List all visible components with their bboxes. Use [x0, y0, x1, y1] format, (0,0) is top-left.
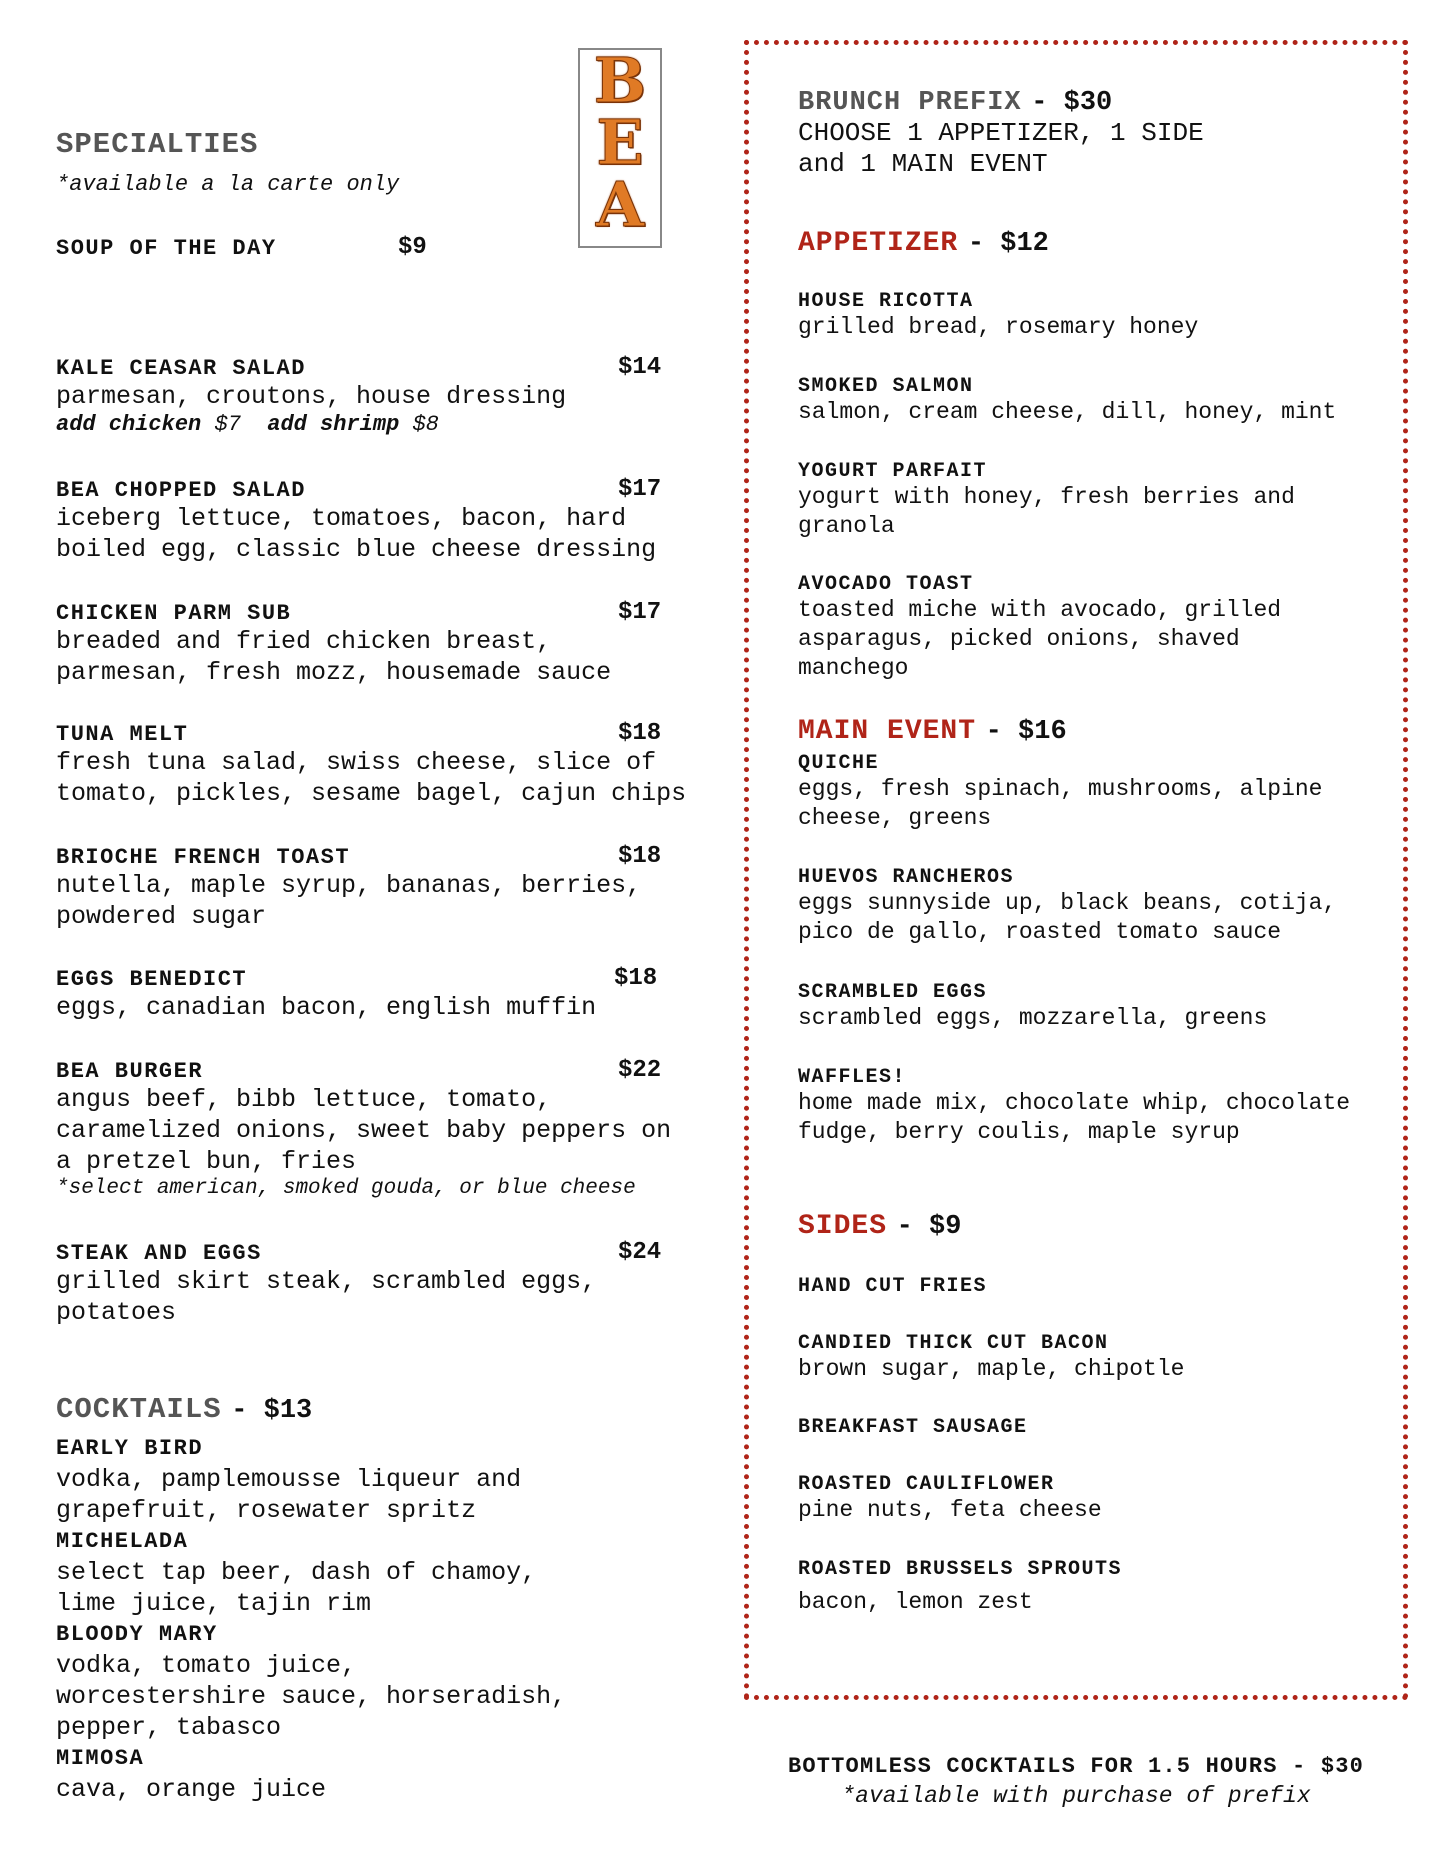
- item-name: CHICKEN PARM SUB: [56, 601, 292, 626]
- cocktail-desc: vodka, pamplemousse liqueur and: [56, 1465, 522, 1494]
- main-event-heading: [798, 716, 1398, 747]
- side-breakfast-sausage: [798, 1416, 1398, 1439]
- item-name: BEA BURGER: [56, 1059, 204, 1084]
- item-name: AVOCADO TOAST: [798, 573, 974, 596]
- item-name: QUICHE: [798, 752, 880, 775]
- appetizer-yogurt-parfait: [798, 460, 1398, 541]
- main-waffles: [798, 1066, 1398, 1147]
- bottomless-note: *available with purchase of prefix: [841, 1783, 1311, 1809]
- item-name: KALE CEASAR SALAD: [56, 356, 306, 381]
- item-name: ROASTED BRUSSELS SPROUTS: [798, 1558, 1123, 1581]
- item-price: $22: [618, 1057, 662, 1084]
- item-name: EGGS BENEDICT: [56, 967, 248, 992]
- menu-item-bea-burger: [56, 1059, 726, 1200]
- main-event-price: - $16: [985, 717, 1067, 747]
- item-desc: potatoes: [56, 1298, 177, 1327]
- item-price: $18: [614, 965, 658, 992]
- item-desc: eggs, fresh spinach, mushrooms, alpine: [798, 776, 1323, 802]
- item-desc: brown sugar, maple, chipotle: [798, 1356, 1185, 1382]
- item-desc: asparagus, picked onions, shaved: [798, 626, 1240, 652]
- item-price: $17: [618, 476, 662, 503]
- cocktail-desc: lime juice, tajin rim: [56, 1589, 372, 1618]
- item-desc: eggs sunnyside up, black beans, cotija,: [798, 890, 1337, 916]
- main-quiche: [798, 752, 1398, 833]
- item-name: CANDIED THICK CUT BACON: [798, 1332, 1109, 1355]
- item-desc: bacon, lemon zest: [798, 1589, 1033, 1615]
- item-name: SOUP OF THE DAY: [56, 236, 277, 261]
- item-price: $14: [618, 354, 662, 381]
- item-desc: tomato, pickles, sesame bagel, cajun chips: [56, 779, 687, 808]
- item-name: STEAK AND EGGS: [56, 1241, 262, 1266]
- item-desc: cheese, greens: [798, 805, 992, 831]
- cocktail-name: MIMOSA: [56, 1746, 145, 1771]
- appetizer-heading: [798, 228, 1398, 259]
- appetizer-price: - $12: [967, 229, 1049, 259]
- item-desc: parmesan, croutons, house dressing: [56, 382, 567, 411]
- sides-price: - $9: [896, 1212, 962, 1242]
- appetizer-avocado-toast: [798, 573, 1398, 683]
- menu-item-steak-eggs: [56, 1241, 726, 1328]
- item-note: *select american, smoked gouda, or blue cheese: [56, 1177, 636, 1200]
- main-huevos-rancheros: [798, 866, 1398, 947]
- item-desc: home made mix, chocolate whip, chocolate: [798, 1090, 1351, 1116]
- menu-item-chicken-parm: [56, 601, 726, 688]
- cocktail-desc: vodka, tomato juice,: [56, 1651, 357, 1680]
- side-candied-bacon: [798, 1332, 1398, 1384]
- menu-item-soup: [56, 236, 726, 261]
- cocktails-heading: [56, 1393, 312, 1426]
- item-desc: granola: [798, 513, 895, 539]
- item-desc: angus beef, bibb lettuce, tomato,: [56, 1085, 552, 1114]
- prefix-title: BRUNCH PREFIX: [798, 88, 1022, 118]
- menu-item-tuna-melt: [56, 722, 726, 809]
- item-desc: a pretzel bun, fries: [56, 1147, 357, 1176]
- item-desc: parmesan, fresh mozz, housemade sauce: [56, 658, 612, 687]
- item-desc: nutella, maple syrup, bananas, berries,: [56, 871, 642, 900]
- item-name: ROASTED CAULIFLOWER: [798, 1473, 1055, 1496]
- main-scrambled-eggs: [798, 981, 1398, 1033]
- item-desc: powdered sugar: [56, 902, 267, 931]
- item-name: HOUSE RICOTTA: [798, 290, 974, 313]
- item-name: HAND CUT FRIES: [798, 1275, 988, 1298]
- main-event-title: MAIN EVENT: [798, 716, 977, 747]
- cocktail-desc: worcestershire sauce, horseradish,: [56, 1682, 567, 1711]
- cocktail-name: BLOODY MARY: [56, 1622, 218, 1647]
- item-desc: manchego: [798, 655, 909, 681]
- item-desc: iceberg lettuce, tomatoes, bacon, hard: [56, 504, 627, 533]
- item-name: BRIOCHE FRENCH TOAST: [56, 845, 351, 870]
- item-desc: boiled egg, classic blue cheese dressing: [56, 535, 657, 564]
- item-price: $17: [618, 599, 662, 626]
- item-desc: pine nuts, feta cheese: [798, 1497, 1102, 1523]
- cocktail-desc: cava, orange juice: [56, 1775, 327, 1804]
- item-name: WAFFLES!: [798, 1066, 907, 1089]
- item-desc: pico de gallo, roasted tomato sauce: [798, 919, 1282, 945]
- item-name: SCRAMBLED EGGS: [798, 981, 988, 1004]
- logo-letter-a: A: [595, 168, 645, 241]
- logo-letter-b: B: [593, 44, 647, 117]
- specialties-note: *available a la carte only: [56, 172, 400, 197]
- item-name: YOGURT PARFAIT: [798, 460, 988, 483]
- logo-letter-e: E: [596, 106, 644, 179]
- item-desc: scrambled eggs, mozzarella, greens: [798, 1005, 1268, 1031]
- cocktail-name: MICHELADA: [56, 1529, 189, 1554]
- appetizer-house-ricotta: [798, 290, 1398, 342]
- item-price: $24: [618, 1239, 662, 1266]
- prefix-header: [798, 88, 1398, 180]
- item-desc: grilled skirt steak, scrambled eggs,: [56, 1267, 597, 1296]
- item-price: $9: [398, 234, 427, 261]
- item-price: $18: [618, 843, 662, 870]
- sides-title: SIDES: [798, 1211, 888, 1242]
- sides-heading: [798, 1211, 1398, 1242]
- bottomless-offer: [744, 1754, 1408, 1809]
- side-hand-cut-fries: [798, 1275, 1398, 1298]
- item-name: HUEVOS RANCHEROS: [798, 866, 1015, 889]
- item-price: $18: [618, 720, 662, 747]
- item-name: BEA CHOPPED SALAD: [56, 478, 306, 503]
- appetizer-smoked-salmon: [798, 375, 1398, 427]
- cocktail-name: EARLY BIRD: [56, 1436, 204, 1461]
- cocktails-title: COCKTAILS: [56, 1393, 222, 1426]
- specialties-heading: SPECIALTIES: [56, 128, 259, 161]
- item-name: TUNA MELT: [56, 722, 189, 747]
- cocktails-price: - $13: [231, 1396, 313, 1426]
- item-name: SMOKED SALMON: [798, 375, 974, 398]
- prefix-line-2: and 1 MAIN EVENT: [798, 149, 1048, 179]
- item-desc: grilled bread, rosemary honey: [798, 314, 1199, 340]
- item-desc: caramelized onions, sweet baby peppers on: [56, 1116, 672, 1145]
- item-desc: eggs, canadian bacon, english muffin: [56, 993, 597, 1022]
- item-desc: toasted miche with avocado, grilled: [798, 597, 1282, 623]
- menu-item-kale-salad: [56, 356, 726, 437]
- prefix-line-1: CHOOSE 1 APPETIZER, 1 SIDE: [798, 118, 1204, 148]
- side-roasted-cauliflower: [798, 1473, 1398, 1525]
- menu-item-french-toast: [56, 845, 726, 932]
- item-desc: fresh tuna salad, swiss cheese, slice of: [56, 748, 657, 777]
- cocktail-desc: pepper, tabasco: [56, 1713, 282, 1742]
- item-desc: breaded and fried chicken breast,: [56, 627, 552, 656]
- item-desc: fudge, berry coulis, maple syrup: [798, 1119, 1240, 1145]
- item-desc: yogurt with honey, fresh berries and: [798, 484, 1295, 510]
- item-name: BREAKFAST SAUSAGE: [798, 1416, 1028, 1439]
- appetizer-title: APPETIZER: [798, 228, 959, 259]
- menu-item-eggs-benedict: [56, 967, 726, 1023]
- menu-item-chopped-salad: [56, 478, 726, 565]
- bea-logo: [578, 44, 662, 248]
- item-addons: add chicken $7 add shrimp $8: [56, 412, 439, 437]
- cocktail-desc: grapefruit, rosewater spritz: [56, 1496, 477, 1525]
- cocktail-list: [56, 1433, 726, 1805]
- side-brussels-sprouts: [798, 1558, 1398, 1617]
- bottomless-title: BOTTOMLESS COCKTAILS FOR 1.5 HOURS - $30: [787, 1754, 1365, 1779]
- item-desc: salmon, cream cheese, dill, honey, mint: [798, 399, 1337, 425]
- cocktail-desc: select tap beer, dash of chamoy,: [56, 1558, 537, 1587]
- prefix-price: - $30: [1031, 88, 1113, 118]
